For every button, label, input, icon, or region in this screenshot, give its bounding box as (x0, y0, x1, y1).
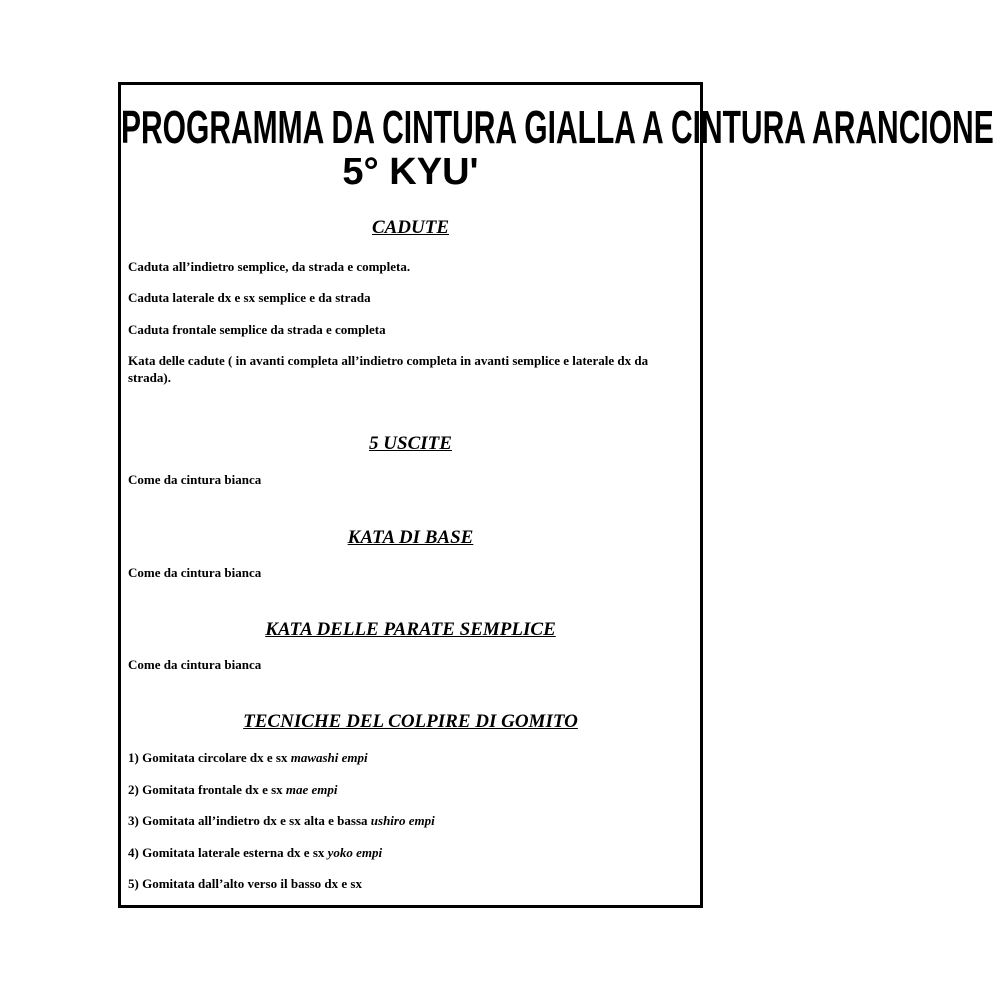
kata-parate-line-1: Come da cintura bianca (128, 657, 262, 672)
section-heading-kata-parate: KATA DELLE PARATE SEMPLICE (265, 619, 556, 640)
gomito-item-5 (128, 875, 680, 892)
gomito-item-text: 5) Gomitata dall’alto verso il basso dx e sx (128, 876, 362, 891)
cadute-line-2: Caduta laterale dx e sx semplice e da strada (128, 290, 371, 305)
gomito-item-text: 2) Gomitata frontale dx e sx (128, 782, 286, 797)
uscite-line-1: Come da cintura bianca (128, 472, 262, 487)
section-heading-uscite: 5 USCITE (369, 433, 452, 454)
gomito-item-term: mawashi empi (290, 750, 368, 765)
gomito-item-1 (128, 749, 680, 766)
section-heading-kata-base: KATA DI BASE (347, 527, 474, 548)
gomito-item-4 (128, 844, 680, 861)
gomito-item-term: ushiro empi (370, 813, 435, 828)
cadute-line-4: Kata delle cadute ( in avanti completa all’indietro completa in avanti semplice e laterale dx da strada). (128, 353, 649, 385)
gomito-item-term: mae empi (285, 782, 338, 797)
gomito-item-text: 3) Gomitata all’indietro dx e sx alta e bassa (128, 813, 371, 828)
gomito-item-text: 1) Gomitata circolare dx e sx (128, 750, 291, 765)
page-frame (118, 82, 994, 908)
kata-base-line-1: Come da cintura bianca (128, 565, 262, 580)
gomito-item-2 (128, 781, 680, 798)
page-title: PROGRAMMA DA CINTURA GIALLA A CINTURA ARANCIONE (121, 102, 994, 154)
gomito-item-text: 4) Gomitata laterale esterna dx e sx (128, 845, 328, 860)
page-subtitle: 5° KYU' (342, 151, 479, 193)
cadute-line-1: Caduta all’indietro semplice, da strada e completa. (128, 259, 411, 274)
gomito-item-term: yoko empi (327, 845, 383, 860)
section-heading-cadute: CADUTE (371, 217, 450, 238)
cadute-line-3: Caduta frontale semplice da strada e completa (128, 322, 386, 337)
gomito-item-3 (128, 812, 680, 829)
section-heading-gomito: TECNICHE DEL COLPIRE DI GOMITO (243, 711, 578, 732)
